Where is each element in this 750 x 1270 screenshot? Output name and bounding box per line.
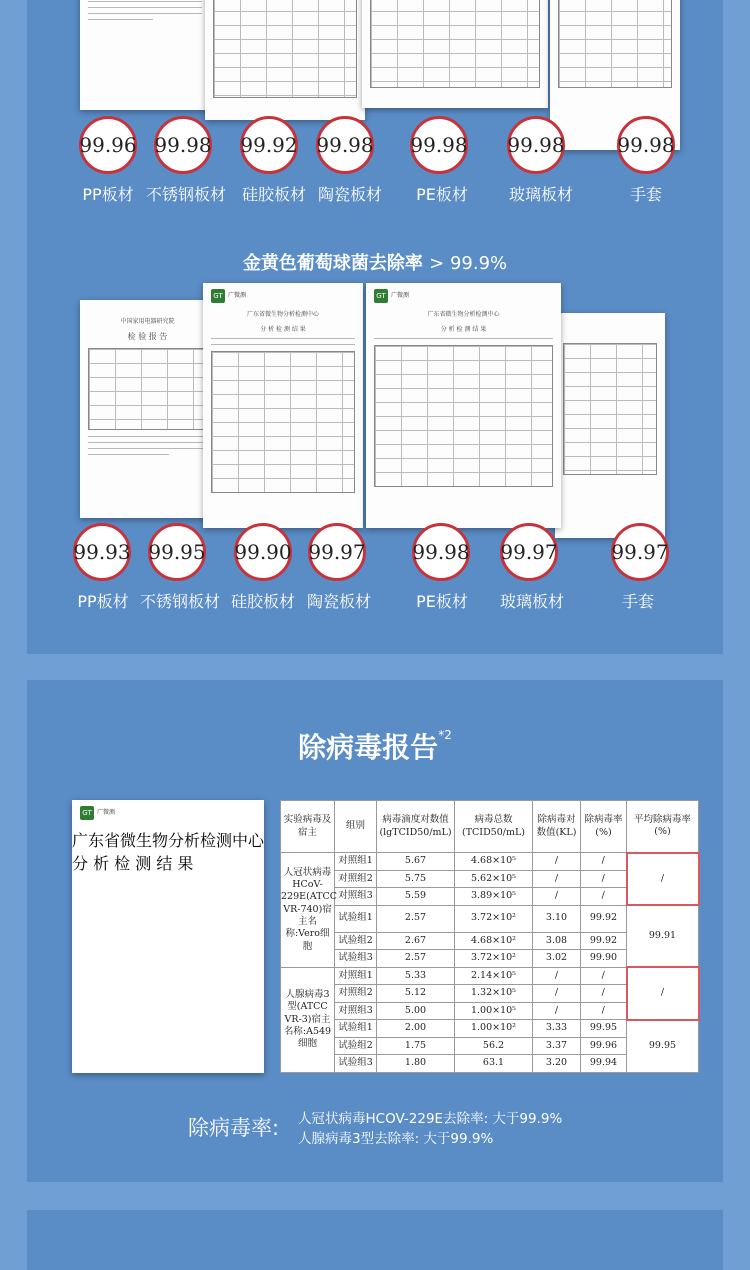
rate-badge: 99.98: [617, 116, 675, 174]
table-cell: 1.00×10⁵: [455, 1002, 533, 1020]
report-document: [80, 300, 215, 518]
table-cell: 99.96: [581, 1037, 627, 1055]
table-cell: /: [533, 853, 581, 871]
col-header: 实验病毒及宿主: [281, 801, 335, 853]
rate-badge: 99.98: [316, 116, 374, 174]
table-row: [281, 967, 699, 985]
avg-cell: /: [627, 853, 699, 906]
col-header: 除病毒对数值(KL): [533, 801, 581, 853]
table-row: [281, 853, 699, 871]
table-cell: 试验组3: [335, 1055, 377, 1073]
table-cell: 对照组2: [335, 985, 377, 1003]
rate-badge: 99.93: [73, 523, 131, 581]
table-cell: 2.00: [377, 1020, 455, 1038]
table-cell: 5.75: [377, 870, 455, 888]
virus-report-document: [72, 800, 264, 1073]
table-cell: 3.08: [533, 932, 581, 950]
doc-center: 广东省微生物分析检测中心: [72, 831, 264, 850]
doc-org: 中国家用电器研究院: [120, 318, 175, 325]
table-cell: 2.57: [377, 905, 455, 932]
table-cell: 5.62×10⁵: [455, 870, 533, 888]
table-cell: 2.57: [377, 950, 455, 968]
table-cell: 99.94: [581, 1055, 627, 1073]
table-cell: 对照组1: [335, 967, 377, 985]
table-cell: 2.67: [377, 932, 455, 950]
table-cell: 试验组2: [335, 1037, 377, 1055]
table-cell: /: [533, 967, 581, 985]
virus-report-title: [0, 726, 750, 766]
table-cell: 对照组3: [335, 1002, 377, 1020]
table-cell: 1.32×10⁵: [455, 985, 533, 1003]
virus-results-table: [280, 800, 698, 1073]
table-cell: /: [533, 985, 581, 1003]
table-cell: 4.68×10²: [455, 932, 533, 950]
rate-badge: 99.98: [507, 116, 565, 174]
col-header: 除病毒率(%): [581, 801, 627, 853]
report-document: [80, 0, 210, 110]
report-document: [362, 0, 548, 108]
table-cell: /: [581, 1002, 627, 1020]
rate-badge: 99.97: [308, 523, 366, 581]
table-cell: 5.33: [377, 967, 455, 985]
table-cell: 3.33: [533, 1020, 581, 1038]
doc-title: 检 验 报 告: [127, 332, 168, 341]
doc-report: 分 析 检 测 结 果: [260, 326, 306, 333]
table-cell: 56.2: [455, 1037, 533, 1055]
table-cell: 对照组2: [335, 870, 377, 888]
material-label: 玻璃板材: [508, 185, 574, 204]
table-cell: 5.67: [377, 853, 455, 871]
table-cell: /: [581, 870, 627, 888]
report-document: [555, 313, 665, 538]
col-header: 病毒滴度对数值(lgTCID50/mL): [377, 801, 455, 853]
footnote-mark: *2: [438, 728, 452, 742]
rate-badge: 99.98: [412, 523, 470, 581]
table-cell: /: [533, 1002, 581, 1020]
material-label: 手套: [621, 592, 655, 611]
avg-cell: 99.91: [627, 905, 699, 967]
lab-logo: GT: [211, 289, 225, 303]
table-cell: 试验组1: [335, 1020, 377, 1038]
material-label: 不锈钢板材: [145, 185, 227, 204]
lab-logo-text: 广微测: [97, 809, 116, 816]
rate-badge: 99.98: [410, 116, 468, 174]
table-cell: 3.20: [533, 1055, 581, 1073]
summary-label: 除病毒率:: [188, 1116, 280, 1140]
table-row: [281, 1020, 699, 1038]
staph-section-title: [0, 249, 750, 275]
rate-badge: 99.97: [611, 523, 669, 581]
col-header: 平均除病毒率(%): [627, 801, 699, 853]
table-cell: 2.14×10⁵: [455, 967, 533, 985]
table-cell: 3.37: [533, 1037, 581, 1055]
doc-report: 分 析 检 测 结 果: [440, 326, 487, 333]
material-label: 玻璃板材: [499, 592, 565, 611]
lab-logo: GT: [374, 289, 388, 303]
report-document: [205, 0, 365, 120]
table-cell: 对照组1: [335, 853, 377, 871]
material-label: PE板材: [416, 592, 468, 611]
rate-badge: 99.95: [148, 523, 206, 581]
table-cell: 5.12: [377, 985, 455, 1003]
table-cell: 4.68×10⁵: [455, 853, 533, 871]
table-cell: 3.72×10²: [455, 905, 533, 932]
summary-line: 人腺病毒3型去除率: 大于99.9%: [298, 1131, 494, 1147]
doc-center: 广东省微生物分析检测中心: [246, 311, 319, 318]
material-label: 不锈钢板材: [139, 592, 221, 611]
material-label: 硅胶板材: [230, 592, 296, 611]
report-document: [366, 283, 561, 528]
table-cell: /: [533, 888, 581, 906]
table-cell: /: [581, 967, 627, 985]
material-label: 硅胶板材: [241, 185, 307, 204]
table-cell: 3.89×10⁵: [455, 888, 533, 906]
avg-cell: /: [627, 967, 699, 1020]
table-cell: 3.72×10²: [455, 950, 533, 968]
col-header: 组别: [335, 801, 377, 853]
material-label: 陶瓷板材: [306, 592, 372, 611]
host-cell: 人冠状病毒HCoV-229E(ATCC VR-740)宿主名称:Vero细胞: [281, 853, 335, 968]
host-cell: 人腺病毒3型(ATCC VR-3)宿主名称:A549细胞: [281, 967, 335, 1072]
table-cell: 5.59: [377, 888, 455, 906]
col-header: 病毒总数(TCID50/mL): [455, 801, 533, 853]
lab-logo-text: 广微测: [391, 292, 410, 299]
table-cell: /: [581, 985, 627, 1003]
lab-logo: GT: [80, 806, 94, 820]
table-cell: 试验组1: [335, 905, 377, 932]
table-cell: 1.80: [377, 1055, 455, 1073]
rate-badge: 99.90: [234, 523, 292, 581]
virus-title-text: 除病毒报告: [298, 731, 439, 764]
staph-title: 金黄色葡萄球菌去除率: [242, 253, 423, 274]
table-cell: 99.92: [581, 905, 627, 932]
rate-badge: 99.96: [79, 116, 137, 174]
table-cell: 99.95: [581, 1020, 627, 1038]
table-cell: 1.75: [377, 1037, 455, 1055]
table-cell: 试验组3: [335, 950, 377, 968]
table-cell: 99.90: [581, 950, 627, 968]
material-label: PE板材: [416, 185, 468, 204]
table-cell: 5.00: [377, 1002, 455, 1020]
material-label: 手套: [629, 185, 663, 204]
table-cell: 试验组2: [335, 932, 377, 950]
rate-badge: 99.98: [154, 116, 212, 174]
table-cell: 对照组3: [335, 888, 377, 906]
table-row: [281, 905, 699, 932]
rate-badge: 99.97: [500, 523, 558, 581]
doc-center: 广东省微生物分析检测中心: [427, 311, 500, 318]
staph-rate: > 99.9%: [429, 253, 508, 274]
material-label: 陶瓷板材: [317, 185, 383, 204]
table-cell: /: [581, 853, 627, 871]
table-cell: 63.1: [455, 1055, 533, 1073]
table-cell: 3.02: [533, 950, 581, 968]
material-label: PP板材: [77, 592, 129, 611]
table-cell: 3.10: [533, 905, 581, 932]
next-panel: [27, 1210, 723, 1270]
table-cell: 99.92: [581, 932, 627, 950]
table-cell: /: [533, 870, 581, 888]
report-document: [203, 283, 363, 528]
lab-logo-text: 广微测: [228, 292, 247, 299]
doc-report: 分 析 检 测 结 果: [72, 854, 194, 873]
rate-badge: 99.92: [240, 116, 298, 174]
table-cell: /: [581, 888, 627, 906]
material-label: PP板材: [82, 185, 134, 204]
summary-line: 人冠状病毒HCOV-229E去除率: 大于99.9%: [298, 1111, 563, 1127]
table-cell: 1.00×10²: [455, 1020, 533, 1038]
avg-cell: 99.95: [627, 1020, 699, 1073]
